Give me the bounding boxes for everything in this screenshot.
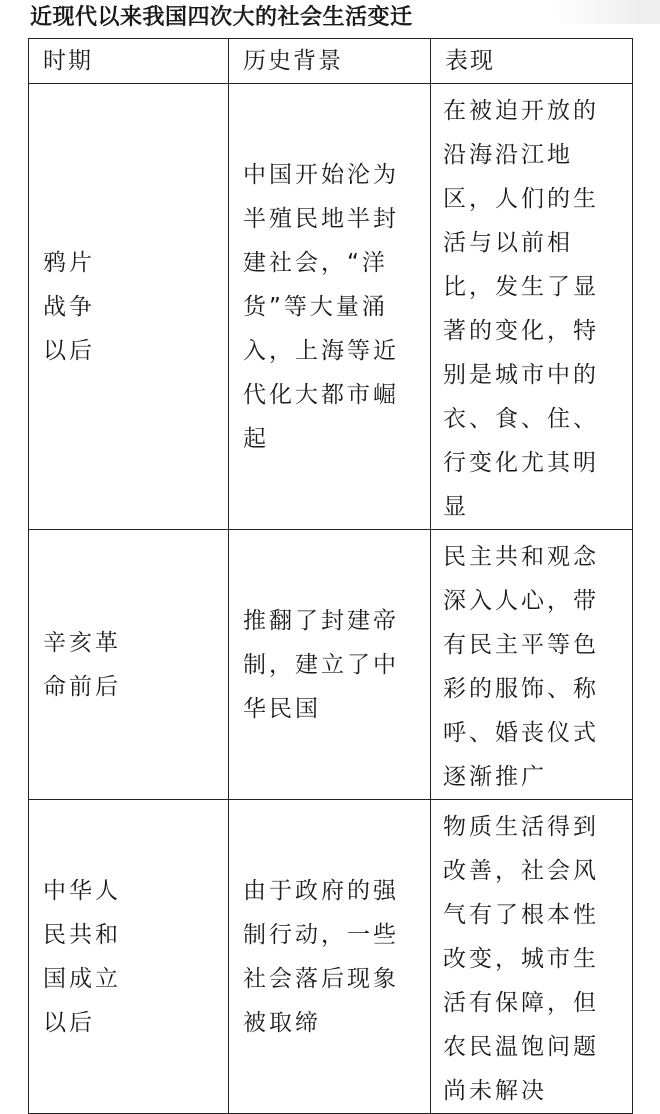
row-period: 鸦片 战争 以后 [29,84,229,530]
row-manifestation: 在被迫开放的沿海沿江地区，人们的生活与以前相比，发生了显著的变化，特别是城市中的衣、食、住、行变化尤其明显 [431,84,633,530]
header-period: 时期 [29,39,229,84]
page-title: 近现代以来我国四次大的社会生活变迁 [30,5,413,30]
table-row [29,800,633,1114]
row-manifestation: 物质生活得到改善，社会风气有了根本性改变，城市生活有保障，但农民温饱问题尚未解决 [431,800,633,1114]
table-header-row [29,39,633,84]
row-background: 推翻了封建帝制，建立了中华民国 [229,530,431,800]
row-manifestation: 民主共和观念深入人心，带有民主平等色彩的服饰、称呼、婚丧仪式逐渐推广 [431,530,633,800]
row-period: 中华人 民共和 国成立 以后 [29,800,229,1114]
table-row [29,84,633,530]
row-background: 由于政府的强制行动，一些社会落后现象被取缔 [229,800,431,1114]
table-row [29,530,633,800]
row-background: 中国开始沦为半殖民地半封建社会，“洋货”等大量涌入，上海等近代化大都市崛起 [229,84,431,530]
header-manifestation: 表现 [431,39,633,84]
row-period: 辛亥革 命前后 [29,530,229,800]
social-change-table [28,38,633,1114]
top-right-shade [550,0,660,24]
header-background: 历史背景 [229,39,431,84]
